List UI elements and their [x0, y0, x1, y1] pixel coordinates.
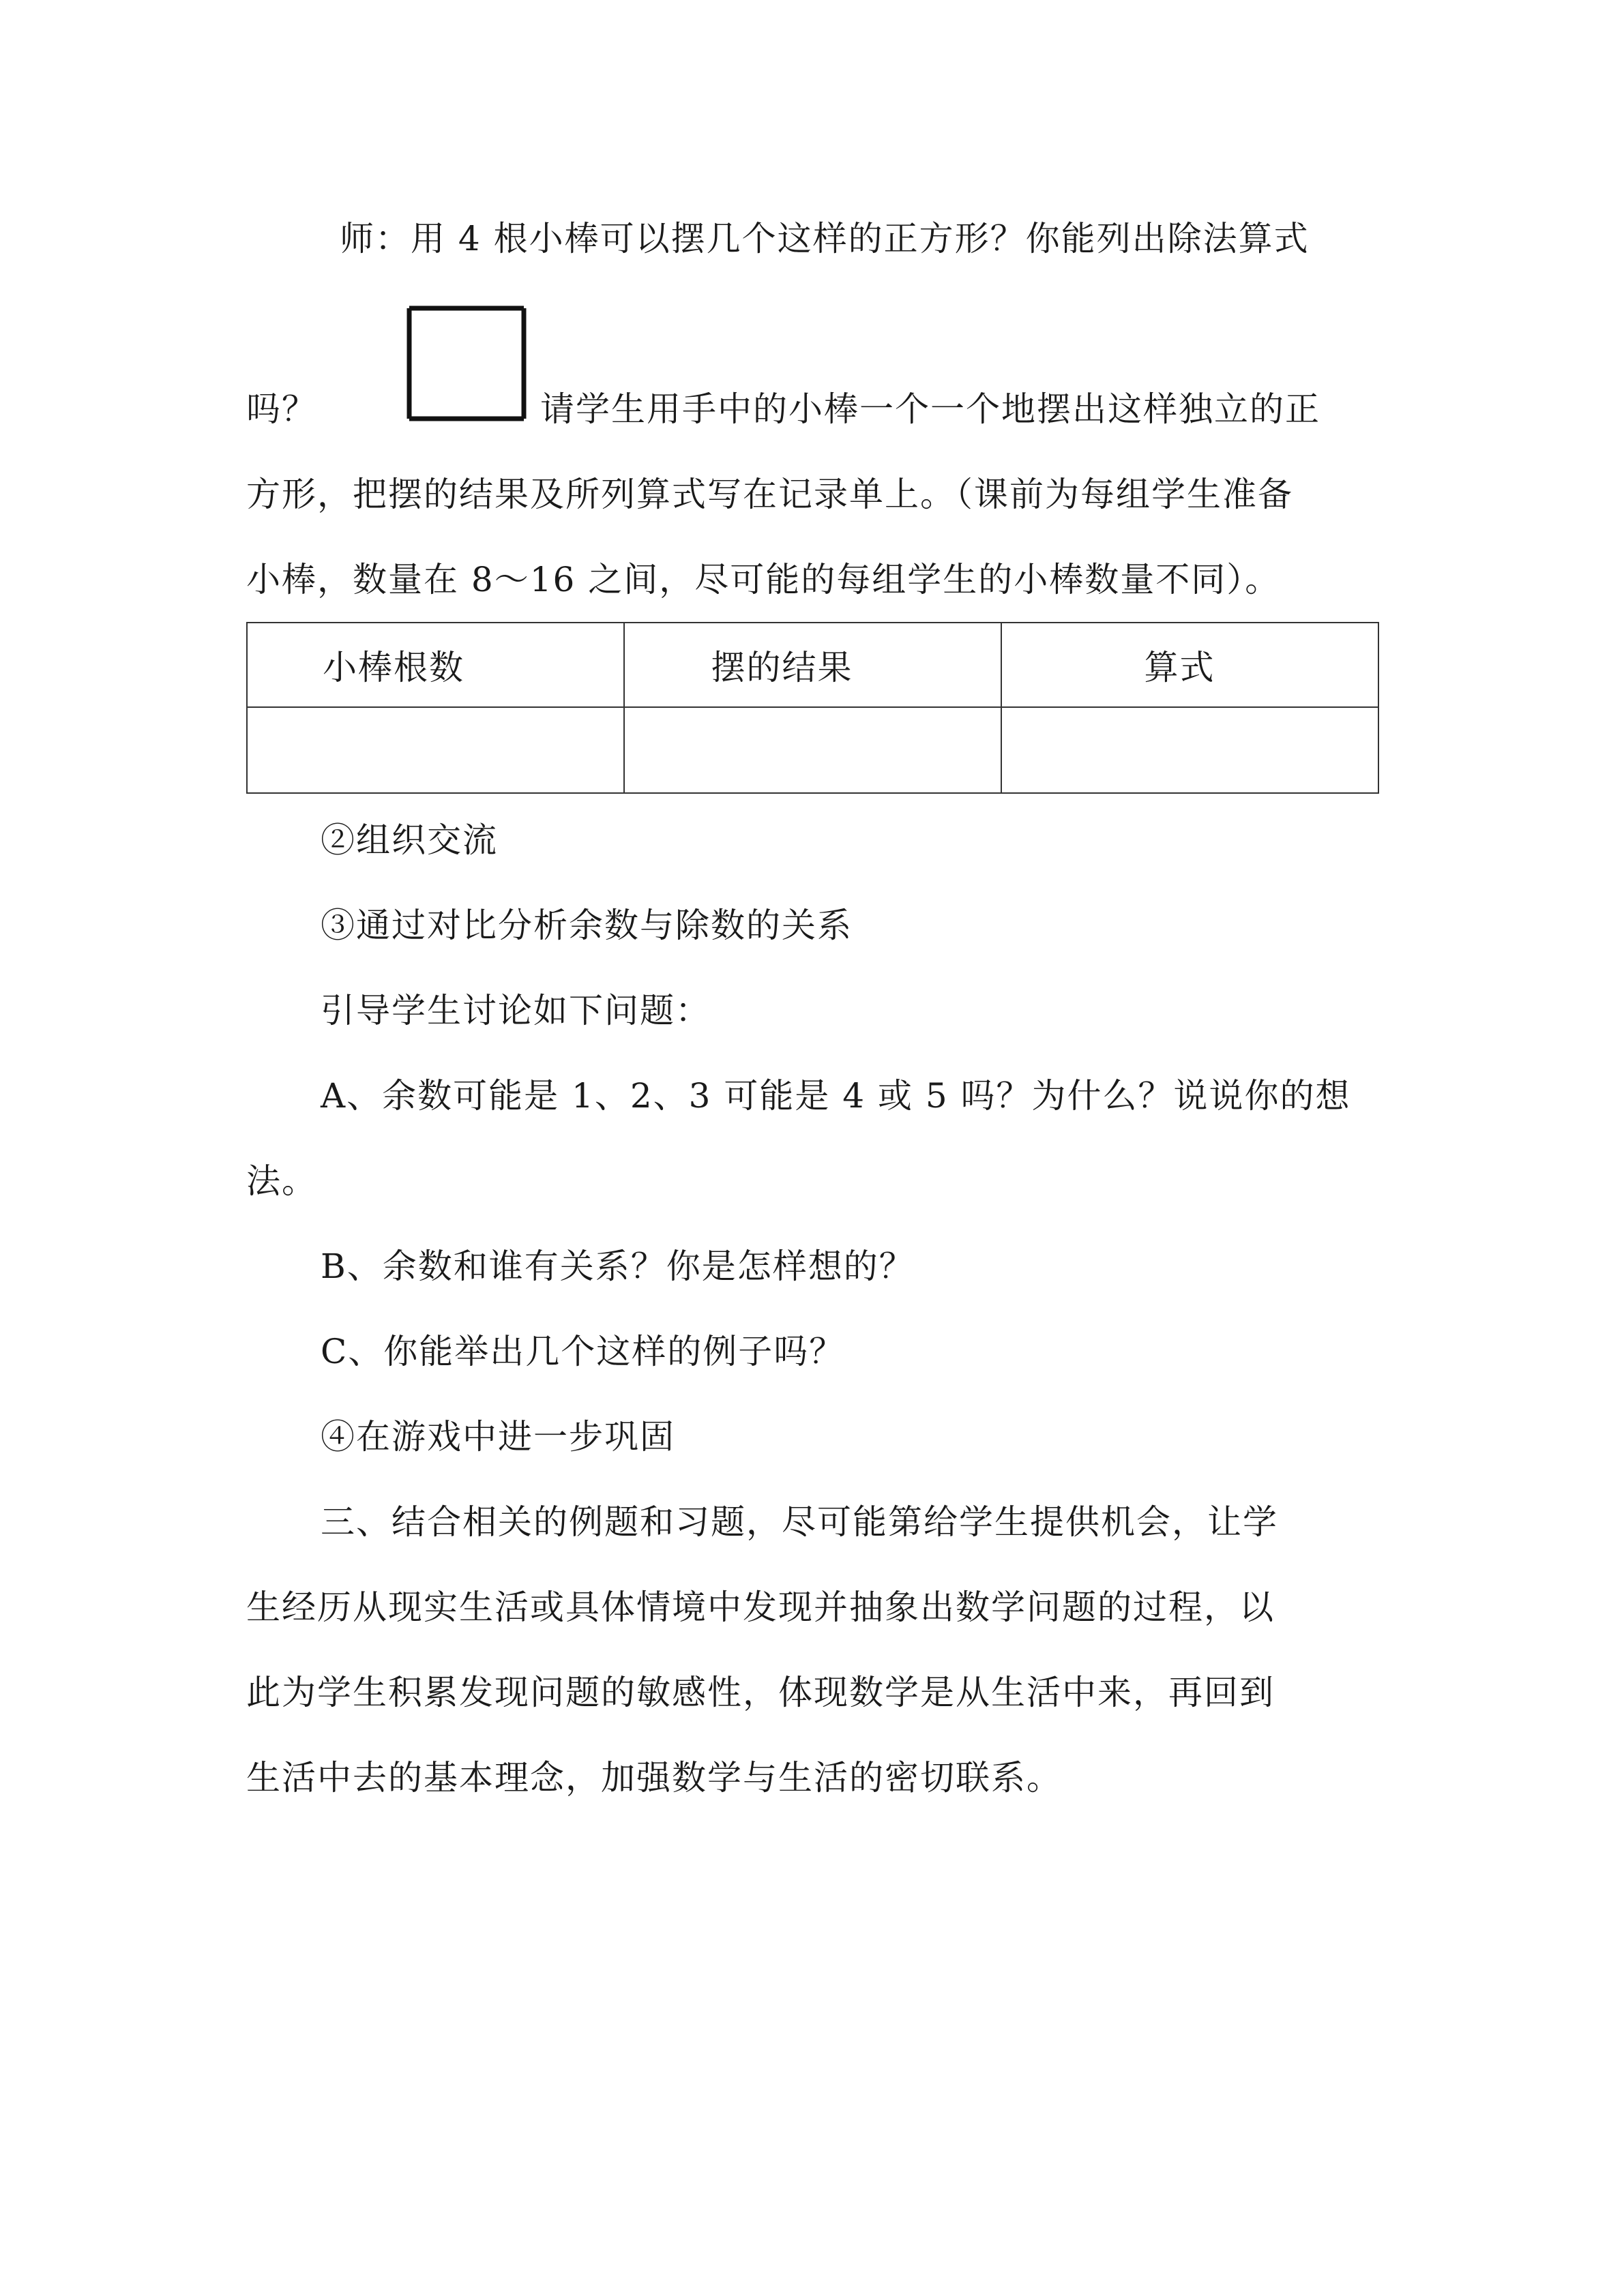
- header-result: 摆的结果: [624, 623, 1001, 707]
- step4-text: ④在游戏中进一步巩固: [321, 1417, 675, 1457]
- section3-line1: 三、结合相关的例题和习题，尽可能第给学生提供机会，让学: [321, 1502, 1278, 1542]
- question-b-text: B、余数和谁有关系？你是怎样想的？: [321, 1247, 915, 1286]
- question-c-text: C、你能举出几个这样的例子吗？: [321, 1332, 845, 1371]
- table-header-row: [247, 623, 1378, 707]
- section3-line3: 此为学生积累发现问题的敏感性，体现数学是从生活中来，再回到: [246, 1673, 1275, 1712]
- matchstick-square-figure: [407, 305, 527, 421]
- step2-text: ②组织交流: [321, 820, 498, 860]
- table-cell[interactable]: [1001, 707, 1378, 793]
- step3-text: ③通过对比分析余数与除数的关系: [321, 906, 853, 945]
- section3-line4: 生活中去的基本理念，加强数学与生活的密切联系。: [246, 1758, 1062, 1798]
- record-table: [246, 622, 1379, 794]
- guide-text: 引导学生讨论如下问题：: [321, 991, 711, 1030]
- table-row: [247, 707, 1378, 793]
- header-stick-count: 小棒根数: [247, 623, 624, 707]
- header-formula: 算式: [1001, 623, 1378, 707]
- table-cell[interactable]: [624, 707, 1001, 793]
- paragraph1-line3: 方形，把摆的结果及所列算式写在记录单上。（课前为每组学生准备: [246, 475, 1293, 514]
- table-cell[interactable]: [247, 707, 624, 793]
- question-a-line2: 法。: [246, 1161, 317, 1201]
- paragraph1-line1: 师：用 4 根小棒可以摆几个这样的正方形？你能列出除法算式: [340, 219, 1310, 258]
- section3-line2: 生经历从现实生活或具体情境中发现并抽象出数学问题的过程，以: [246, 1587, 1275, 1627]
- paragraph1-line2-start: 吗？: [246, 389, 317, 429]
- question-a-line1: A、余数可能是 1、2、3 可能是 4 或 5 吗？为什么？说说你的想: [321, 1076, 1351, 1116]
- paragraph1-line4: 小棒，数量在 8～16 之间，尽可能的每组学生的小棒数量不同）。: [246, 560, 1281, 599]
- paragraph1-line2-end: 请学生用手中的小棒一个一个地摆出这样独立的正: [540, 389, 1320, 429]
